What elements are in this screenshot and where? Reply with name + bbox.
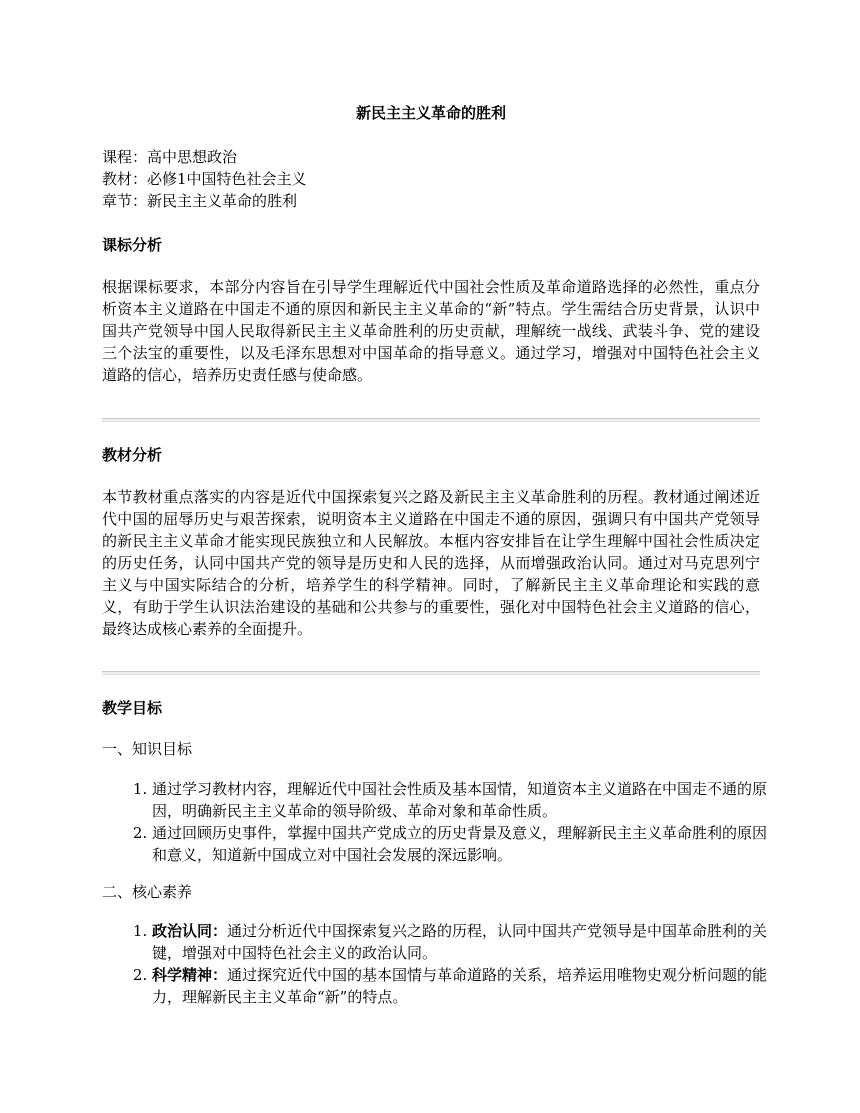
- competency-lead: 科学精神：: [152, 966, 228, 984]
- knowledge-goals-label: 一、知识目标: [102, 740, 193, 758]
- textbook-paragraph: 本节教材重点落实的内容是近代中国探索复兴之路及新民主主义革命胜利的历程。教材通过阐述近代中国的屈辱历史与艰苦探索，说明资本主义道路在中国走不通的原因，强调只有中国共产党领导的新民主主义革命才能实现民族独立和人民解放。本框内容安排旨在让学生理解中国社会性质决定的历史任务，认同中国共产党的领导是历史和人民的选择，从而增强政治认同。通过对马克思列宁主义与中国实际结合的分析，培养学生的科学精神。同时，了解新民主主义革命理论和实践的意义，有助于学生认识法治建设的基础和公共参与的重要性，强化对中国特色社会主义道路的信心，最终达成核心素养的全面提升。: [102, 488, 760, 638]
- knowledge-goals-list: [132, 778, 780, 866]
- list-item: 2. 通过回顾历史事件，掌握中国共产党成立的历史背景及意义，理解新民主主义革命胜利的原因和意义，知道新中国成立对中国社会发展的深远影响。: [152, 822, 780, 866]
- textbook-heading: 教材分析: [102, 446, 163, 464]
- section-divider: [102, 418, 760, 422]
- section-divider: [102, 671, 760, 675]
- competency-lead: 政治认同：: [152, 922, 228, 940]
- document-meta: [102, 146, 307, 212]
- meta-course: 课程：高中思想政治: [102, 148, 238, 166]
- list-item: 1. 通过学习教材内容，理解近代中国社会性质及基本国情，知道资本主义道路在中国走不通的原因，明确新民主主义革命的领导阶级、革命对象和革命性质。: [152, 778, 780, 822]
- document-title: 新民主主义革命的胜利: [355, 104, 506, 122]
- curriculum-paragraph: 根据课标要求，本部分内容旨在引导学生理解近代中国社会性质及革命道路选择的必然性，重点分析资本主义道路在中国走不通的原因和新民主主义革命的“新”特点。学生需结合历史背景，认识中国共产党领导中国人民取得新民主主义革命胜利的历史贡献，理解统一战线、武装斗争、党的建设三个法宝的重要性，以及毛泽东思想对中国革命的指导意义。通过学习，增强对中国特色社会主义道路的信心，培养历史责任感与使命感。: [102, 278, 760, 384]
- objectives-heading: 教学目标: [102, 699, 163, 717]
- competency-text: 通过分析近代中国探索复兴之路的历程，认同中国共产党领导是中国革命胜利的关键，增强对中国特色社会主义的政治认同。: [152, 922, 768, 962]
- meta-textbook: 教材：必修1中国特色社会主义: [102, 170, 307, 188]
- meta-chapter: 章节：新民主主义革命的胜利: [102, 192, 298, 210]
- list-item: [152, 920, 780, 964]
- curriculum-heading: 课标分析: [102, 236, 163, 254]
- competency-text: 通过探究近代中国的基本国情与革命道路的关系，培养运用唯物史观分析问题的能力，理解新民主主义革命“新”的特点。: [152, 966, 768, 1006]
- competency-label: 二、核心素养: [102, 883, 193, 901]
- competency-list: [132, 920, 780, 1008]
- list-item: [152, 964, 780, 1008]
